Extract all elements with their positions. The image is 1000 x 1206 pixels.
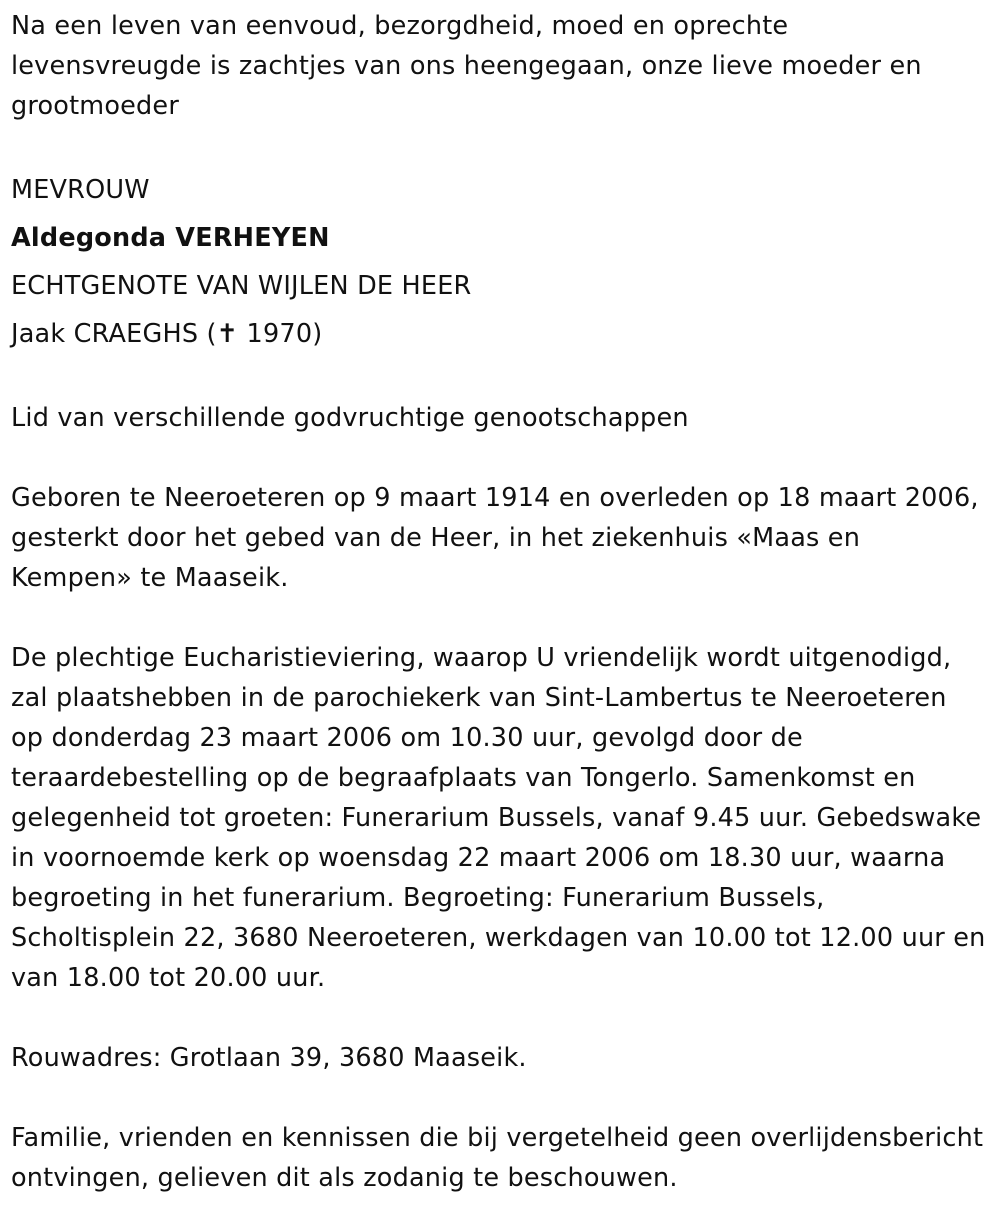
spouse-name: Jaak CRAEGHS ( — [11, 319, 217, 349]
ceremony-paragraph: De plechtige Eucharistieviering, waarop U vriendelijk wordt uitgenodigd, zal plaatshebben in de parochiekerk van Sint-Lambertus te Neeroeteren op donderdag 23 maart 2006 om 10.30 uur, gevolgd door de teraardebestelling op de begraafplaats van Tongerlo. Samenkomst en gelegenheid tot groeten: Funerarium Bussels, vanaf 9.45 uur. Gebedswake in voornoemde kerk op woensdag 22 maart 2006 om 18.30 uur, waarna begroeting in het funerarium. Begroeting: Funerarium Bussels, Scholtisplein 22, 3680 Neeroeteren, werkdagen van 10.00 tot 12.00 uur en van 18.00 tot 20.00 uur. — [11, 643, 986, 993]
cross-icon: ✝ — [216, 319, 239, 349]
obituary-notice — [11, 6, 986, 1198]
intro-paragraph: Na een leven van eenvoud, bezorgdheid, moed en oprechte levensvreugde is zachtjes van ons heengegaan, onze lieve moeder en grootmoeder — [11, 11, 922, 121]
spouse-name-line — [11, 310, 986, 358]
closing-paragraph: Familie, vrienden en kennissen die bij vergetelheid geen overlijdensbericht ontvingen, gelieven dit als zodanig te beschouwen. — [11, 1123, 984, 1193]
membership-paragraph: Lid van verschillende godvruchtige genootschappen — [11, 403, 689, 433]
spouse-death-year: 1970) — [238, 319, 323, 349]
birth-death-paragraph: Geboren te Neeroeteren op 9 maart 1914 en overleden op 18 maart 2006, gesterkt door het gebed van de Heer, in het ziekenhuis «Maas en Kempen» te Maaseik. — [11, 483, 979, 593]
deceased-name: Aldegonda VERHEYEN — [11, 223, 330, 253]
honorific-title: MEVROUW — [11, 175, 150, 205]
address-paragraph: Rouwadres: Grotlaan 39, 3680 Maaseik. — [11, 1043, 527, 1073]
spouse-relation: ECHTGENOTE VAN WIJLEN DE HEER — [11, 271, 472, 301]
